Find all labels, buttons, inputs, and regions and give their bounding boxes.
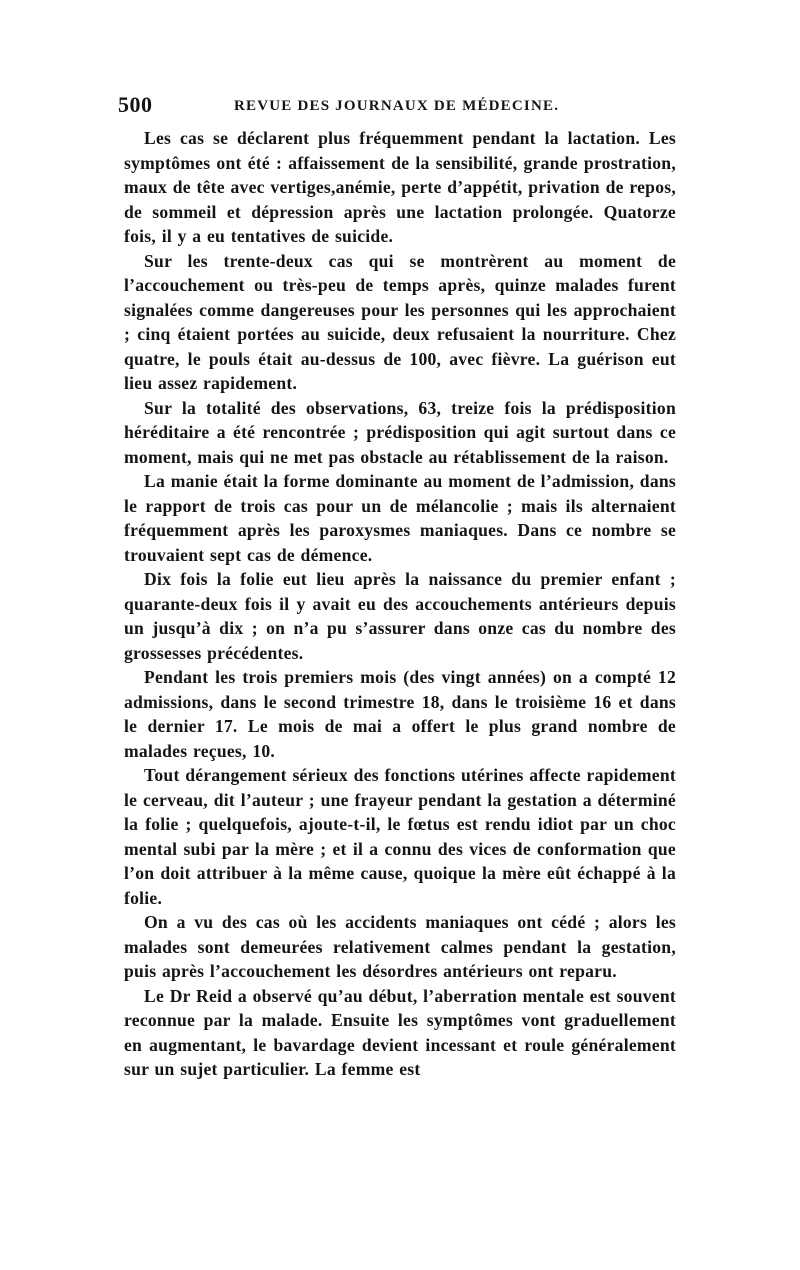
paragraph-manie: La manie était la forme dominante au moment de l’admission, dans le rapport de trois cas pour un de mélancolie ; mais ils alternaient fréquemment après les paroxysmes maniaques. Dans ce nombre se trouvaient sept cas de démence. [124, 471, 676, 565]
running-header [118, 92, 676, 122]
paragraph-premier-enfant: Dix fois la folie eut lieu après la naissance du premier enfant ; quarante-deux fois il y avait eu des accouchements antérieurs depuis un jusqu’à dix ; on n’a pu s’assurer dans onze cas du nombre des grossesses précédentes. [124, 569, 676, 663]
page-number: 500 [118, 92, 153, 117]
body-text [124, 126, 676, 1082]
paragraph-fonctions-uterines: Tout dérangement sérieux des fonctions utérines affecte rapidement le cerveau, dit l’auteur ; une frayeur pendant la gestation a déterminé la folie ; quelquefois, ajoute-t-il, le fœtus est rendu idiot par un choc mental subi par la mère ; et il a connu des vices de conformation que l’on doit attribuer à la même cause, quoique la mère eût échappé à la folie. [124, 765, 676, 908]
book-page [118, 92, 676, 1252]
paragraph-lactation: Les cas se déclarent plus fréquemment pendant la lactation. Les symptômes ont été : affaissement de la sensibilité, grande prostration, maux de tête avec vertiges,anémie, perte d’appétit, privation de repos, de sommeil et dépression après une lactation prolongée. Quatorze fois, il y a eu tentatives de suicide. [124, 128, 676, 246]
paragraph-dr-reid: Le Dr Reid a observé qu’au début, l’aberration mentale est souvent reconnue par la malade. Ensuite les symptômes vont graduellement en augmentant, le bavardage devient incessant et roule généralement sur un sujet particulier. La femme est [124, 985, 676, 1079]
paragraph-admissions: Pendant les trois premiers mois (des vingt années) on a compté 12 admissions, dans le second trimestre 18, dans le troisième 16 et dans le dernier 17. Le mois de mai a offert le plus grand nombre de malades reçues, 10. [124, 667, 676, 761]
paragraph-accouchement: Sur les trente-deux cas qui se montrèrent au moment de l’accouchement ou très-peu de temps après, quinze malades furent signalées comme dangereuses pour les personnes qui les approchaient ; cinq étaient portées au suicide, deux refusaient la nourriture. Chez quatre, le pouls était au-dessus de 100, avec fièvre. La guérison eut lieu assez rapidement. [124, 250, 676, 393]
paragraph-accidents-maniaques: On a vu des cas où les accidents maniaques ont cédé ; alors les malades sont demeurées relativement calmes pendant la gestation, puis après l’accouchement les désordres antérieurs ont reparu. [124, 912, 676, 981]
journal-title: REVUE DES JOURNAUX DE MÉDECINE. [234, 98, 560, 114]
paragraph-predisposition: Sur la totalité des observations, 63, treize fois la prédisposition héréditaire a été rencontrée ; prédisposition qui agit surtout dans ce moment, mais qui ne met pas obstacle au rétablissement de la raison. [124, 397, 676, 467]
